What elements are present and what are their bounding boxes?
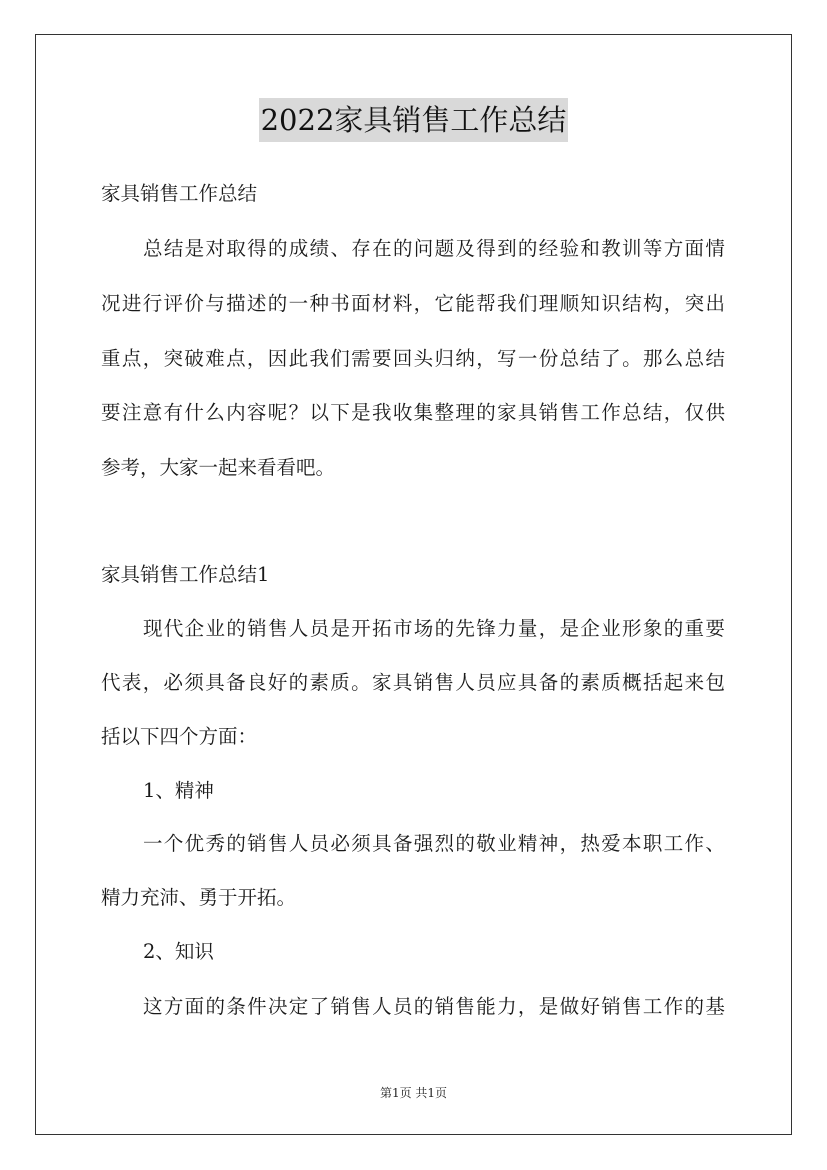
page-footer: 第1页 共1页 <box>379 1086 448 1100</box>
section1-line-2: 代 表 ， 必 须 具 备 良 好 的 素 质 。 家 具 销 售 人 员 应 具 备 的 素 质 概 括 起 来 包 <box>101 671 725 694</box>
section1-line-3: 括以下四个方面： <box>101 725 258 748</box>
item2-line-1: 这 方 面 的 条 件 决 定 了 销 售 人 员 的 销 售 能 力 ， 是 做 好 销 售 工 作 的 基 <box>143 995 725 1018</box>
intro-line-2: 况 进 行 评 价 与 描 述 的 一 种 书 面 材 料 ， 它 能 帮 我 们 理 顺 知 识 结 构 ， 突 出 <box>101 292 725 315</box>
intro-line-3: 重 点 ， 突 破 难 点 ， 因 此 我 们 需 要 回 头 归 纳 ， 写 一 份 总 结 了 。 那 么 总 结 <box>101 347 725 370</box>
title-container <box>0 98 827 142</box>
intro-line-1: 总 结 是 对 取 得 的 成 绩 、 存 在 的 问 题 及 得 到 的 经 验 和 教 训 等 方 面 情 <box>143 237 725 260</box>
item1-line-1: 一 个 优 秀 的 销 售 人 员 必 须 具 备 强 烈 的 敬 业 精 神 ， 热 爱 本 职 工 作 、 <box>143 832 725 855</box>
item1-heading: 1、精神 <box>143 779 214 802</box>
intro-line-4: 要 注 意 有 什 么 内 容 呢 ？ 以 下 是 我 收 集 整 理 的 家 具 销 售 工 作 总 结 ， 仅 供 <box>101 401 725 424</box>
subtitle: 家具销售工作总结 <box>101 182 258 205</box>
section1-heading: 家具销售工作总结1 <box>101 563 270 586</box>
intro-line-5: 参考，大家一起来看看吧。 <box>101 456 336 479</box>
document-title: 2022家具销售工作总结 <box>259 98 569 142</box>
item1-line-2: 精力充沛、勇于开拓。 <box>101 886 297 909</box>
section1-line-1: 现 代 企 业 的 销 售 人 员 是 开 拓 市 场 的 先 锋 力 量 ， 是 企 业 形 象 的 重 要 <box>143 617 725 640</box>
item2-heading: 2、知识 <box>143 940 214 963</box>
